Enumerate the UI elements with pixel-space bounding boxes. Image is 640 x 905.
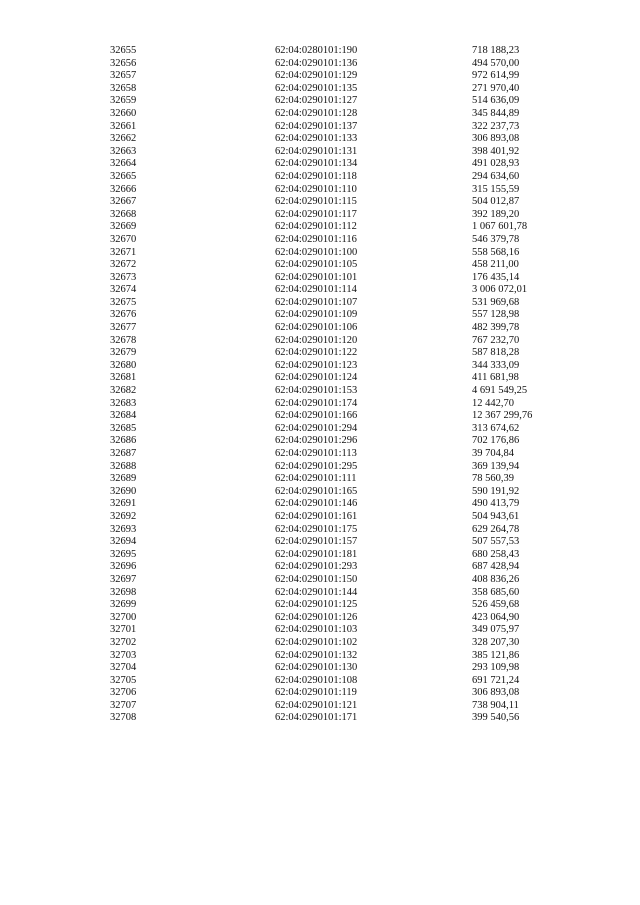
row-number: 32703 [110,649,137,661]
cadastral-number: 62:04:0290101:175 [275,523,358,535]
cadastral-number: 62:04:0290101:116 [275,233,357,245]
table-row [0,347,640,360]
table-row [0,385,640,398]
cadastral-number: 62:04:0290101:157 [275,536,358,548]
cadastral-value: 767 232,70 [472,334,520,346]
table-row [0,524,640,537]
row-number: 32660 [110,107,137,119]
table-row [0,146,640,159]
cadastral-value: 482 399,78 [472,322,520,334]
cadastral-value-table [0,45,640,725]
table-row [0,574,640,587]
table-row [0,133,640,146]
table-row [0,272,640,285]
cadastral-number: 62:04:0290101:161 [275,510,358,522]
cadastral-number: 62:04:0290101:102 [275,636,358,648]
table-row [0,209,640,222]
table-row [0,423,640,436]
row-number: 32678 [110,334,137,346]
cadastral-value: 328 207,30 [472,636,520,648]
row-number: 32689 [110,473,137,485]
row-number: 32661 [110,120,137,132]
cadastral-number: 62:04:0290101:181 [275,548,358,560]
cadastral-number: 62:04:0290101:105 [275,259,358,271]
row-number: 32696 [110,561,137,573]
table-row [0,322,640,335]
table-row [0,587,640,600]
cadastral-value: 12 367 299,76 [472,410,533,422]
cadastral-number: 62:04:0290101:153 [275,385,358,397]
cadastral-value: 587 818,28 [472,347,520,359]
cadastral-value: 531 969,68 [472,296,520,308]
row-number: 32694 [110,536,137,548]
cadastral-value: 369 139,94 [472,460,520,472]
row-number: 32699 [110,599,137,611]
row-number: 32655 [110,45,137,56]
row-number: 32702 [110,636,137,648]
row-number: 32698 [110,586,137,598]
cadastral-value: 78 560,39 [472,473,514,485]
table-row [0,45,640,58]
cadastral-value: 504 943,61 [472,510,520,522]
table-row [0,70,640,83]
table-row [0,612,640,625]
table-row [0,549,640,562]
cadastral-value: 494 570,00 [472,57,520,69]
row-number: 32665 [110,170,137,182]
cadastral-value: 629 264,78 [472,523,520,535]
table-row [0,297,640,310]
table-row [0,561,640,574]
cadastral-number: 62:04:0290101:109 [275,309,358,321]
cadastral-value: 293 109,98 [472,662,520,674]
row-number: 32706 [110,687,137,699]
cadastral-number: 62:04:0280101:190 [275,45,358,56]
row-number: 32674 [110,284,137,296]
cadastral-number: 62:04:0290101:124 [275,372,358,384]
table-row [0,624,640,637]
table-row [0,234,640,247]
row-number: 32670 [110,233,137,245]
cadastral-number: 62:04:0290101:131 [275,145,358,157]
row-number: 32658 [110,82,137,94]
cadastral-value: 322 237,73 [472,120,520,132]
cadastral-value: 507 557,53 [472,536,520,548]
table-row [0,360,640,373]
cadastral-number: 62:04:0290101:111 [275,473,357,485]
cadastral-value: 546 379,78 [472,233,520,245]
row-number: 32679 [110,347,137,359]
cadastral-value: 399 540,56 [472,712,520,724]
cadastral-value: 39 704,84 [472,448,514,459]
table-row [0,95,640,108]
cadastral-number: 62:04:0290101:119 [275,687,357,699]
cadastral-number: 62:04:0290101:106 [275,322,358,334]
cadastral-value: 12 442,70 [472,397,514,409]
cadastral-number: 62:04:0290101:107 [275,296,358,308]
cadastral-number: 62:04:0290101:121 [275,699,358,711]
cadastral-value: 458 211,00 [472,259,519,271]
table-row [0,700,640,713]
table-row [0,435,640,448]
cadastral-value: 408 836,26 [472,573,520,585]
cadastral-value: 558 568,16 [472,246,520,258]
row-number: 32663 [110,145,137,157]
table-row [0,171,640,184]
cadastral-value: 271 970,40 [472,82,520,94]
cadastral-number: 62:04:0290101:174 [275,397,358,409]
row-number: 32684 [110,410,137,422]
cadastral-number: 62:04:0290101:165 [275,485,358,497]
cadastral-number: 62:04:0290101:146 [275,498,358,510]
table-row [0,309,640,322]
cadastral-number: 62:04:0290101:150 [275,573,358,585]
cadastral-value: 315 155,59 [472,183,520,195]
row-number: 32686 [110,435,137,447]
table-row [0,448,640,461]
row-number: 32672 [110,259,137,271]
table-row [0,486,640,499]
cadastral-number: 62:04:0290101:293 [275,561,358,573]
row-number: 32659 [110,95,137,107]
row-number: 32677 [110,322,137,334]
table-row [0,284,640,297]
row-number: 32681 [110,372,137,384]
cadastral-value: 392 189,20 [472,208,520,220]
cadastral-number: 62:04:0290101:122 [275,347,358,359]
row-number: 32666 [110,183,137,195]
cadastral-number: 62:04:0290101:120 [275,334,358,346]
row-number: 32685 [110,422,137,434]
cadastral-value: 491 028,93 [472,158,520,170]
table-row [0,712,640,725]
cadastral-number: 62:04:0290101:125 [275,599,358,611]
cadastral-value: 738 904,11 [472,699,519,711]
table-row [0,398,640,411]
cadastral-number: 62:04:0290101:112 [275,221,357,233]
row-number: 32656 [110,57,137,69]
table-row [0,158,640,171]
cadastral-value: 344 333,09 [472,359,520,371]
cadastral-value: 3 006 072,01 [472,284,528,296]
cadastral-number: 62:04:0290101:114 [275,284,357,296]
cadastral-value: 514 636,09 [472,95,520,107]
row-number: 32668 [110,208,137,220]
row-number: 32687 [110,448,137,459]
table-row [0,221,640,234]
row-number: 32676 [110,309,137,321]
cadastral-value: 504 012,87 [472,196,520,208]
table-row [0,536,640,549]
table-row [0,662,640,675]
cadastral-value: 718 188,23 [472,45,520,56]
table-row [0,259,640,272]
cadastral-value: 590 191,92 [472,485,520,497]
table-row [0,121,640,134]
cadastral-number: 62:04:0290101:100 [275,246,358,258]
row-number: 32704 [110,662,137,674]
cadastral-number: 62:04:0290101:110 [275,183,357,195]
cadastral-number: 62:04:0290101:294 [275,422,358,434]
cadastral-number: 62:04:0290101:134 [275,158,358,170]
cadastral-value: 691 721,24 [472,674,520,686]
cadastral-number: 62:04:0290101:132 [275,649,358,661]
cadastral-value: 687 428,94 [472,561,520,573]
row-number: 32683 [110,397,137,409]
row-number: 32695 [110,548,137,560]
cadastral-number: 62:04:0290101:166 [275,410,358,422]
row-number: 32697 [110,573,137,585]
cadastral-value: 398 401,92 [472,145,520,157]
cadastral-number: 62:04:0290101:295 [275,460,358,472]
cadastral-value: 1 067 601,78 [472,221,528,233]
table-row [0,372,640,385]
cadastral-value: 306 893,08 [472,133,520,145]
table-row [0,58,640,71]
table-row [0,196,640,209]
cadastral-number: 62:04:0290101:133 [275,133,358,145]
cadastral-value: 680 258,43 [472,548,520,560]
cadastral-value: 385 121,86 [472,649,520,661]
cadastral-number: 62:04:0290101:127 [275,95,358,107]
cadastral-number: 62:04:0290101:123 [275,359,358,371]
cadastral-number: 62:04:0290101:135 [275,82,358,94]
row-number: 32682 [110,385,137,397]
cadastral-value: 423 064,90 [472,611,520,623]
cadastral-number: 62:04:0290101:126 [275,611,358,623]
table-row [0,650,640,663]
row-number: 32680 [110,359,137,371]
row-number: 32691 [110,498,137,510]
table-row [0,108,640,121]
row-number: 32657 [110,70,137,82]
table-row [0,511,640,524]
cadastral-number: 62:04:0290101:118 [275,170,357,182]
cadastral-value: 176 435,14 [472,271,520,283]
cadastral-value: 358 685,60 [472,586,520,598]
row-number: 32688 [110,460,137,472]
row-number: 32708 [110,712,137,724]
row-number: 32700 [110,611,137,623]
table-row [0,473,640,486]
cadastral-value: 345 844,89 [472,107,520,119]
cadastral-number: 62:04:0290101:108 [275,674,358,686]
row-number: 32693 [110,523,137,535]
cadastral-number: 62:04:0290101:129 [275,70,358,82]
cadastral-value: 306 893,08 [472,687,520,699]
row-number: 32667 [110,196,137,208]
row-number: 32707 [110,699,137,711]
row-number: 32669 [110,221,137,233]
cadastral-value: 702 176,86 [472,435,520,447]
row-number: 32692 [110,510,137,522]
cadastral-number: 62:04:0290101:171 [275,712,358,724]
table-row [0,335,640,348]
table-row [0,410,640,423]
cadastral-number: 62:04:0290101:103 [275,624,358,636]
cadastral-value: 972 614,99 [472,70,520,82]
table-row [0,83,640,96]
row-number: 32673 [110,271,137,283]
table-row [0,461,640,474]
cadastral-value: 526 459,68 [472,599,520,611]
cadastral-value: 557 128,98 [472,309,520,321]
table-row [0,184,640,197]
cadastral-value: 313 674,62 [472,422,520,434]
cadastral-value: 294 634,60 [472,170,520,182]
table-row [0,637,640,650]
cadastral-number: 62:04:0290101:136 [275,57,358,69]
cadastral-value: 490 413,79 [472,498,520,510]
row-number: 32705 [110,674,137,686]
cadastral-number: 62:04:0290101:296 [275,435,358,447]
cadastral-number: 62:04:0290101:113 [275,448,357,459]
table-row [0,675,640,688]
row-number: 32675 [110,296,137,308]
table-row [0,599,640,612]
cadastral-value: 411 681,98 [472,372,519,384]
cadastral-number: 62:04:0290101:117 [275,208,357,220]
cadastral-number: 62:04:0290101:144 [275,586,358,598]
row-number: 32690 [110,485,137,497]
row-number: 32664 [110,158,137,170]
table-row [0,247,640,260]
cadastral-value: 4 691 549,25 [472,385,528,397]
cadastral-number: 62:04:0290101:130 [275,662,358,674]
cadastral-number: 62:04:0290101:115 [275,196,357,208]
cadastral-number: 62:04:0290101:137 [275,120,358,132]
row-number: 32701 [110,624,137,636]
table-row [0,498,640,511]
row-number: 32671 [110,246,137,258]
table-row [0,687,640,700]
cadastral-number: 62:04:0290101:128 [275,107,358,119]
row-number: 32662 [110,133,137,145]
cadastral-number: 62:04:0290101:101 [275,271,358,283]
cadastral-value: 349 075,97 [472,624,520,636]
